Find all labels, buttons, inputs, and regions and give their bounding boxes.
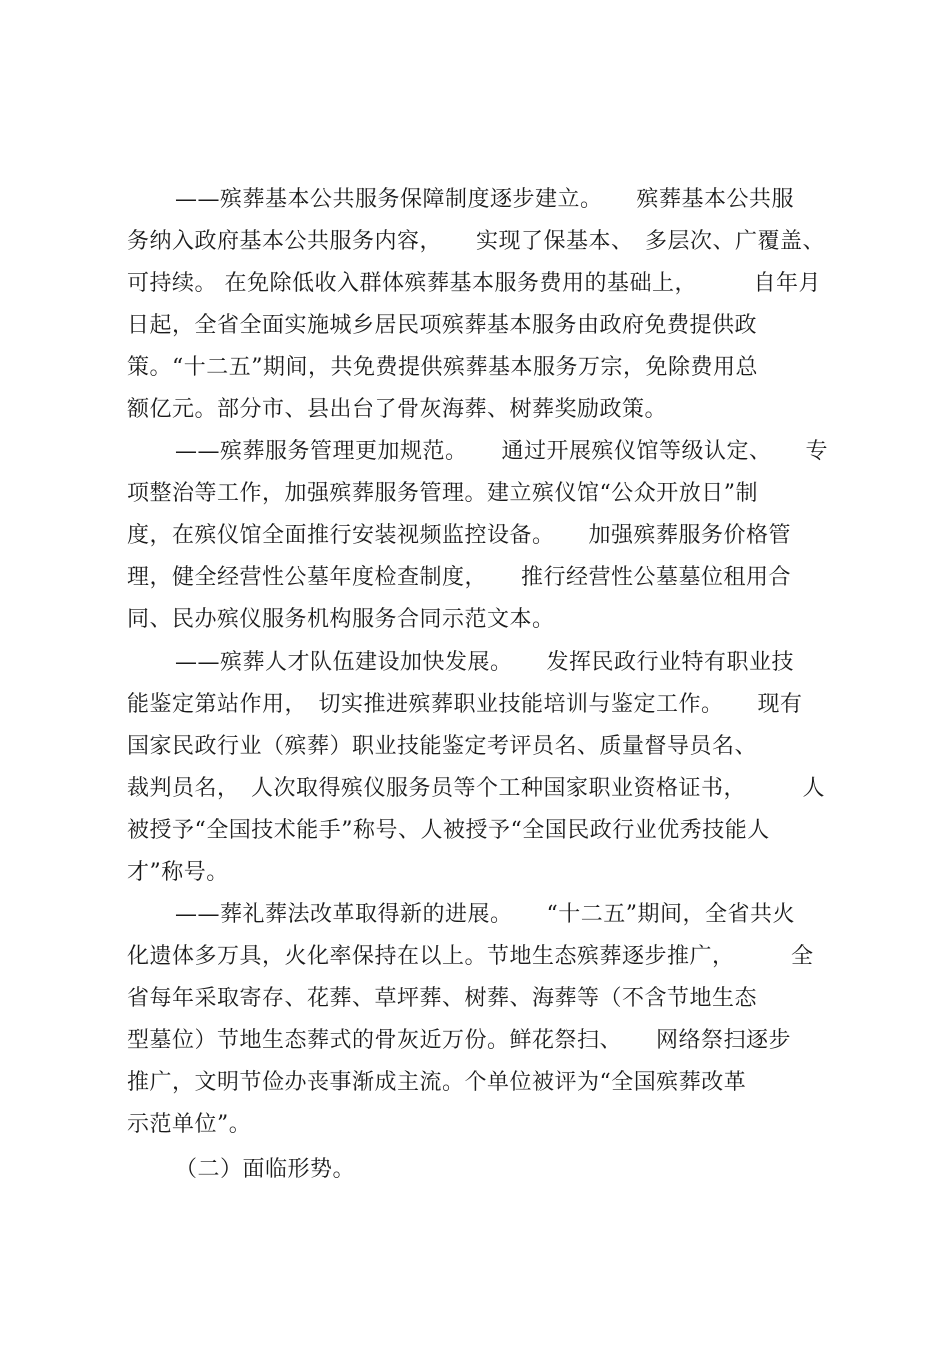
text-line: 省每年采取寄存、花葬、草坪葬、树葬、海葬等（不含节地生态 — [127, 986, 758, 1011]
text-line: 日起，全省全面实施城乡居民项殡葬基本服务由政府免费提供政 — [127, 313, 758, 338]
text-line: 同、民办殡仪服务机构服务合同示范文本。 — [127, 607, 555, 632]
text-line: ——葬礼葬法改革取得新的进展。 “十二五”期间，全省共火 — [175, 902, 795, 927]
text-line: 项整治等工作，加强殡葬服务管理。建立殡仪馆“公众开放日”制 — [127, 481, 758, 506]
text-line: ——殡葬服务管理更加规范。 通过开展殡仪馆等级认定、 专 — [175, 439, 829, 464]
text-line: 理，健全经营性公墓年度检查制度， 推行经营性公墓墓位租用合 — [127, 565, 792, 590]
section-heading: （二）面临形势。 — [175, 1157, 356, 1182]
text-line: 示范单位”。 — [127, 1112, 252, 1137]
text-line: 裁判员名， 人次取得殡仪服务员等个工种国家职业资格证书， 人 — [127, 776, 826, 801]
text-line: ——殡葬人才队伍建设加快发展。 发挥民政行业特有职业技 — [175, 650, 795, 675]
text-line: 务纳入政府基本公共服务内容， 实现了保基本、 多层次、广覆盖、 — [127, 229, 826, 254]
text-line: 能鉴定第站作用， 切实推进殡葬职业技能培训与鉴定工作。 现有 — [127, 692, 803, 717]
text-line: 才”称号。 — [127, 860, 229, 885]
text-line: 可持续。 在免除低收入群体殡葬基本服务费用的基础上， 自年月 — [127, 271, 821, 296]
text-line: 额亿元。部分市、县出台了骨灰海葬、树葬奖励政策。 — [127, 397, 668, 422]
text-line: 国家民政行业（殡葬）职业技能鉴定考评员名、质量督导员名、 — [127, 734, 758, 759]
text-line: 策。“十二五”期间，共免费提供殡葬基本服务万宗，免除费用总 — [127, 355, 758, 380]
text-line: ——殡葬基本公共服务保障制度逐步建立。 殡葬基本公共服 — [175, 187, 795, 212]
text-line: 化遗体多万具，火化率保持在以上。节地生态殡葬逐步推广， 全 — [127, 944, 814, 969]
text-line: 度，在殡仪馆全面推行安装视频监控设备。 加强殡葬服务价格管 — [127, 523, 792, 548]
text-line: 型墓位）节地生态葬式的骨灰近万份。鲜花祭扫、 网络祭扫逐步 — [127, 1028, 792, 1053]
text-line: 被授予“全国技术能手”称号、人被授予“全国民政行业优秀技能人 — [127, 818, 770, 843]
text-line: 推广，文明节俭办丧事渐成主流。个单位被评为“全国殡葬改革 — [127, 1070, 747, 1095]
